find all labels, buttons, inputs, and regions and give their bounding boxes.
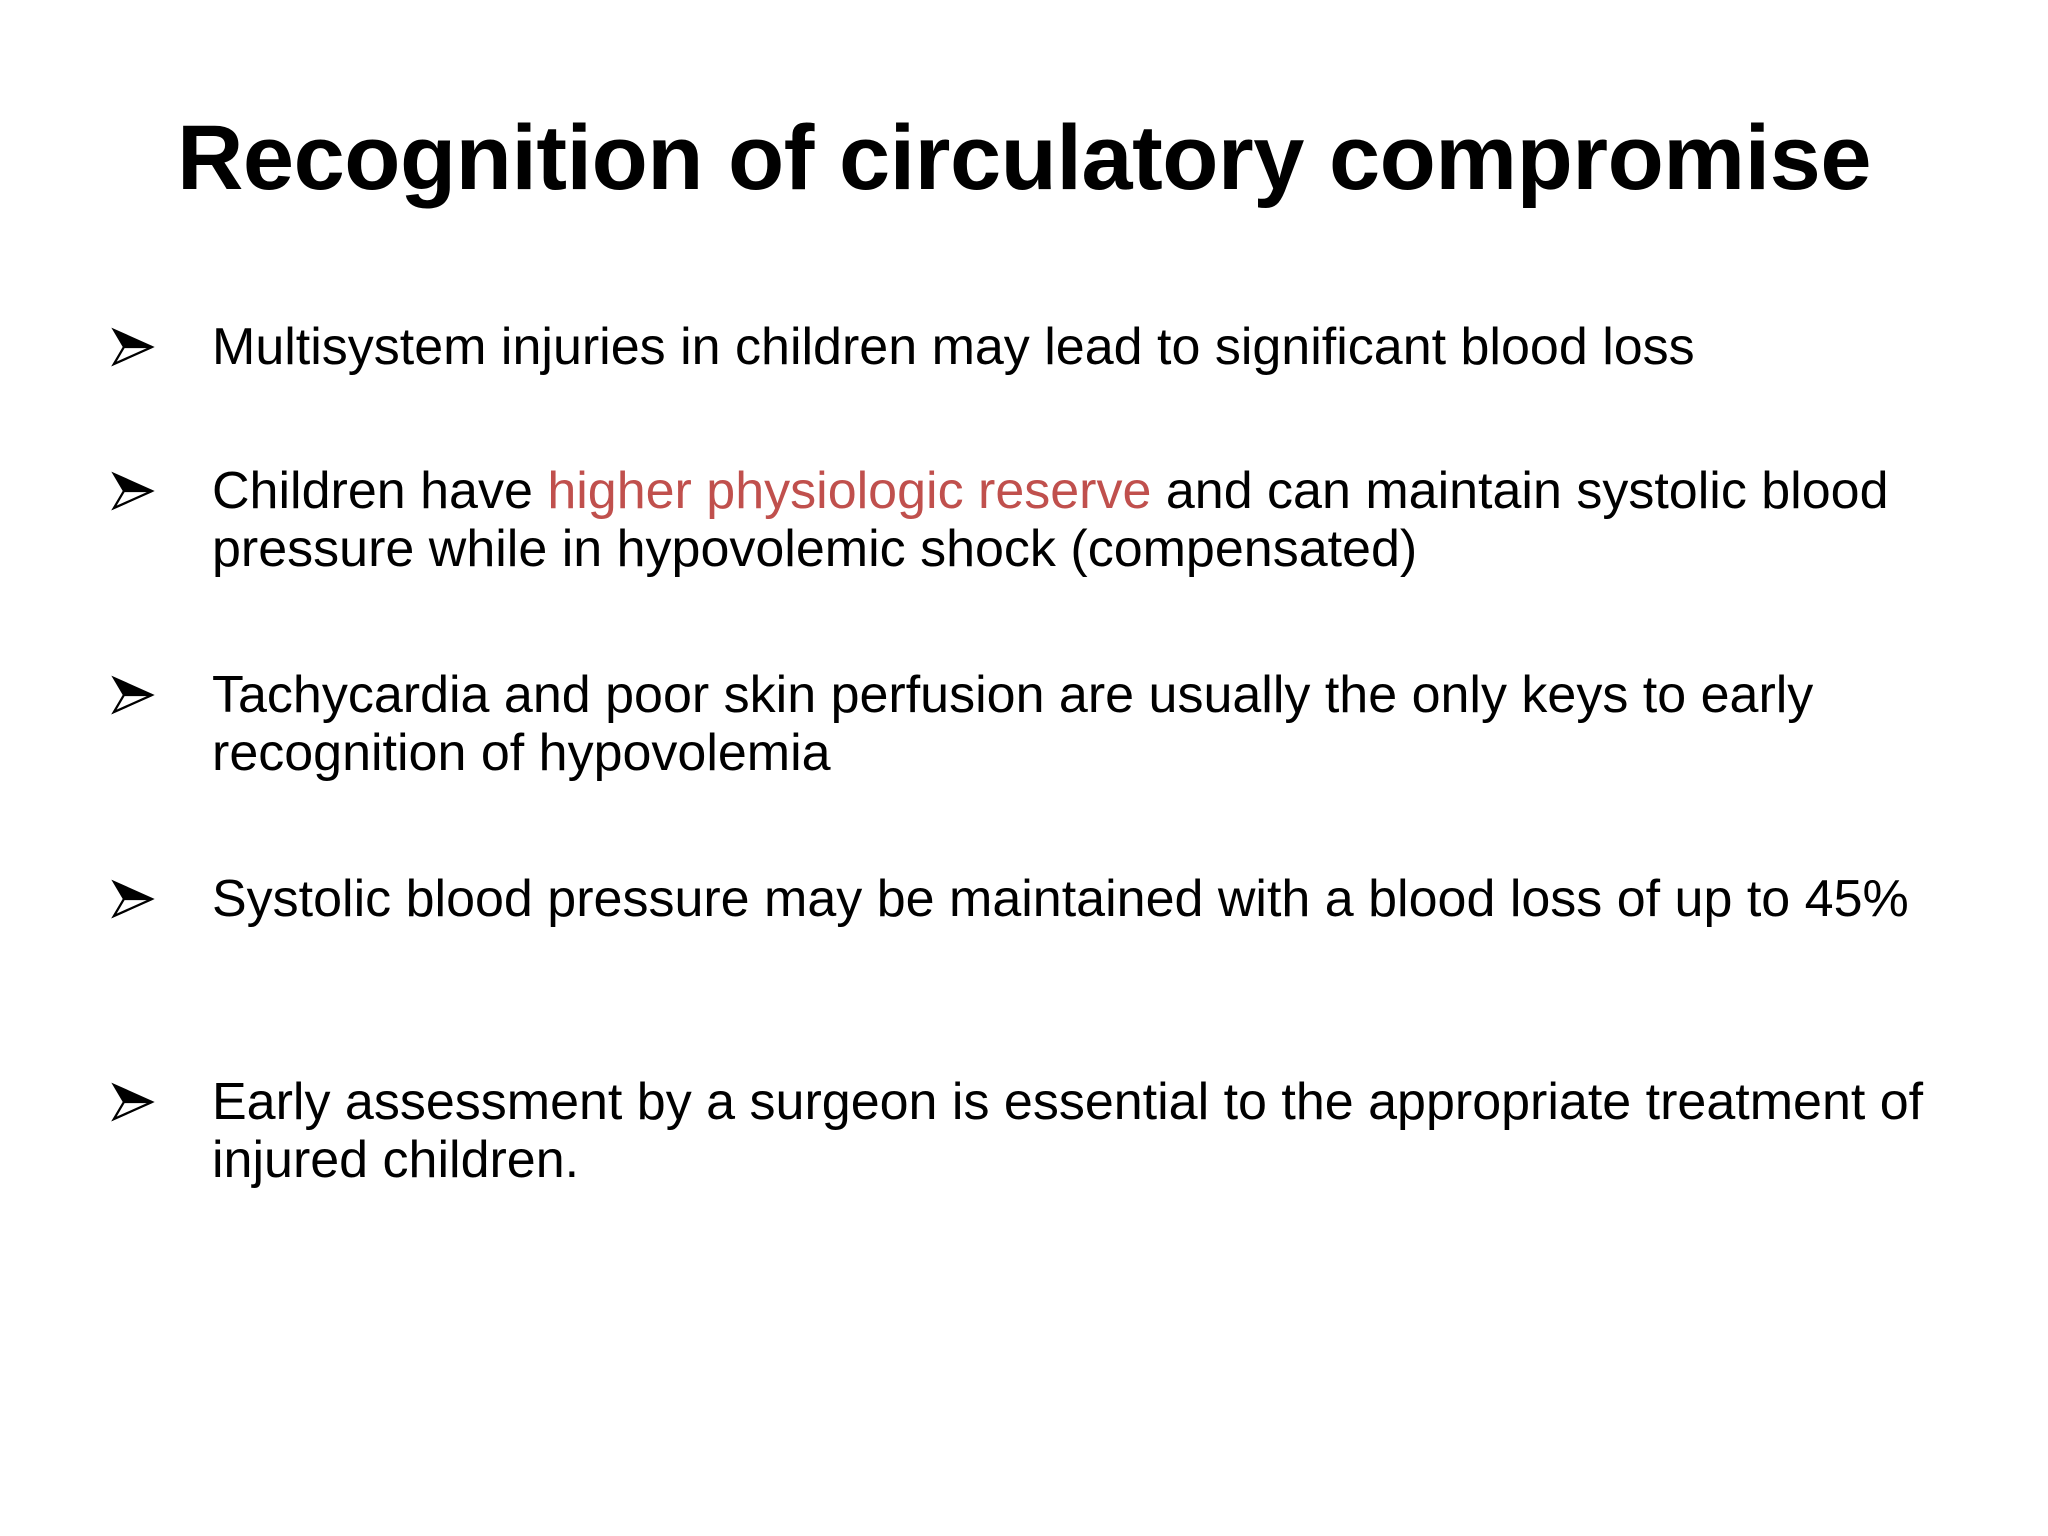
arrowhead-bullet-icon <box>110 876 156 922</box>
bullet-text: Multisystem injuries in children may lead to significant blood loss <box>212 318 1695 376</box>
slide-title: Recognition of circulatory compromise <box>176 107 1871 209</box>
bullet-text: Early assessment by a surgeon is essential to the appropriate treatment of injured children. <box>212 1073 1924 1189</box>
arrowhead-bullet-icon <box>110 1079 156 1125</box>
bullet-text-before: Children have <box>212 462 548 520</box>
bullet-text: Systolic blood pressure may be maintained with a blood loss of up to 45% <box>212 870 1909 928</box>
bullet-text <box>212 462 1932 578</box>
bullet-text-after: and can maintain systolic blood pressure while in hypovolemic shock (compensated) <box>212 462 1889 578</box>
highlighted-phrase: higher physiologic reserve <box>547 462 1152 520</box>
arrowhead-bullet-icon <box>110 672 156 718</box>
arrowhead-bullet-icon <box>110 468 156 514</box>
arrowhead-bullet-icon <box>110 324 156 370</box>
bullet-text: Tachycardia and poor skin perfusion are usually the only keys to early recognition of hypovolemia <box>212 666 1814 782</box>
